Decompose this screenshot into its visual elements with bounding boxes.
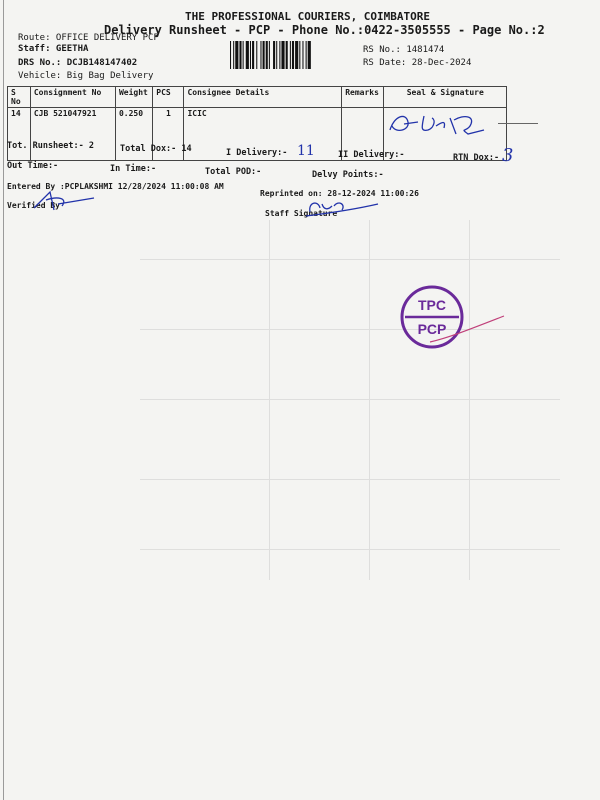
total-pod: Total POD:- bbox=[205, 167, 262, 177]
verifier-signature bbox=[28, 188, 98, 216]
barcode-bar bbox=[239, 41, 241, 69]
runsheet-title: Delivery Runsheet - PCP - Phone No.:0422-3505555 - Page No.:2 bbox=[104, 23, 545, 37]
faint-imprint bbox=[45, 335, 55, 351]
cell-consignee: ICIC bbox=[184, 108, 342, 161]
drs-number: DRS No.: DCJB148147402 bbox=[18, 58, 138, 68]
barcode-bar bbox=[292, 41, 294, 69]
company-name: THE PROFESSIONAL COURIERS, COIMBATORE bbox=[185, 10, 431, 23]
barcode-bar bbox=[281, 41, 284, 69]
col-header-seal: Seal & Signature bbox=[384, 87, 507, 108]
vehicle-label: Vehicle: Big Bag Delivery bbox=[18, 71, 154, 81]
entered-by: Entered By :PCPLAKSHMI 12/28/2024 11:00:08 AM bbox=[7, 182, 224, 191]
i-delivery-label: I Delivery:- bbox=[226, 148, 288, 158]
staff-signature-label: Staff Signature bbox=[265, 209, 338, 218]
i-delivery-handwritten: 11 bbox=[297, 143, 315, 159]
page-left-border bbox=[3, 0, 4, 800]
ii-delivery-label: II Delivery:- bbox=[338, 150, 405, 160]
reprinted-on: Reprinted on: 28-12-2024 11:00:26 bbox=[260, 189, 419, 198]
cell-pcs: 1 bbox=[153, 108, 184, 161]
col-header-consignment: Consignment No bbox=[30, 87, 115, 108]
cell-sno: 14 bbox=[8, 108, 31, 161]
barcode-bar bbox=[250, 41, 251, 69]
stamp-line-1: TPC bbox=[418, 297, 446, 313]
table-header-row bbox=[8, 87, 507, 108]
rs-number: RS No.: 1481474 bbox=[363, 45, 445, 55]
barcode-bar bbox=[246, 41, 249, 69]
barcode-bar bbox=[256, 41, 257, 69]
col-header-pcs: PCS bbox=[153, 87, 184, 108]
cell-weight: 0.250 bbox=[115, 108, 152, 161]
barcode-bar bbox=[286, 41, 288, 69]
barcode-bar bbox=[260, 41, 261, 69]
barcode-bar bbox=[266, 41, 268, 69]
barcode-bar bbox=[269, 41, 270, 69]
barcode-bar bbox=[230, 41, 231, 69]
cell-consignment: CJB 521047921 bbox=[30, 108, 115, 161]
col-header-consignee: Consignee Details bbox=[184, 87, 342, 108]
total-dox: Total Dox:- 14 bbox=[120, 144, 192, 154]
col-header-remarks: Remarks bbox=[342, 87, 384, 108]
delvy-points: Delvy Points:- bbox=[312, 170, 384, 180]
barcode-bar bbox=[299, 41, 300, 69]
barcode bbox=[230, 41, 355, 69]
staff-signature bbox=[292, 196, 382, 222]
rs-date: RS Date: 28-Dec-2024 bbox=[363, 58, 472, 68]
barcode-bar bbox=[263, 41, 265, 69]
barcode-bar bbox=[276, 41, 277, 69]
consignee-signature bbox=[384, 108, 494, 142]
rtn-dox-handwritten: 3 bbox=[502, 145, 514, 166]
barcode-bar bbox=[302, 41, 303, 69]
barcode-bar bbox=[295, 41, 298, 69]
barcode-bar bbox=[233, 41, 234, 69]
barcode-bar bbox=[273, 41, 275, 69]
out-time: Out Time:- bbox=[7, 161, 59, 171]
verified-by: Verified By bbox=[7, 201, 60, 210]
barcode-bar bbox=[290, 41, 291, 69]
table-row-line-extension bbox=[498, 123, 538, 124]
barcode-bar bbox=[243, 41, 244, 69]
stamp-line-2: PCP bbox=[417, 321, 447, 337]
barcode-bar bbox=[306, 41, 307, 69]
col-header-weight: Weight bbox=[115, 87, 152, 108]
total-runsheet: Tot. Runsheet:- 2 bbox=[7, 141, 94, 151]
barcode-bar bbox=[235, 41, 238, 69]
route-label: Route: OFFICE DELIVERY PCP bbox=[18, 33, 159, 43]
in-time: In Time:- bbox=[110, 164, 157, 174]
stamp-overstrike-mark bbox=[428, 312, 508, 346]
rtn-dox-label: RTN Dox:- bbox=[453, 153, 500, 163]
col-header-sno: S No bbox=[8, 87, 31, 108]
barcode-bar bbox=[252, 41, 254, 69]
barcode-bar bbox=[279, 41, 280, 69]
staff-label: Staff: GEETHA bbox=[18, 44, 89, 54]
barcode-bar bbox=[308, 41, 311, 69]
